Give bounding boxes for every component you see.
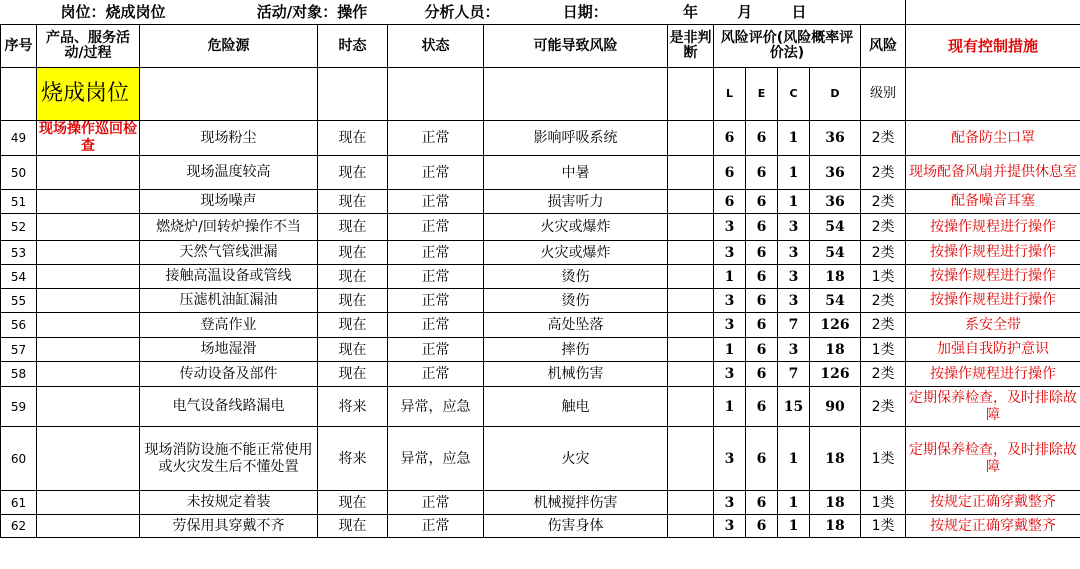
header-eval: 风险评价(风险概率评价法) (714, 25, 861, 68)
l-value: 1 (714, 387, 746, 427)
hazard-cell: 现场粉尘 (140, 121, 318, 156)
c-value: 3 (778, 289, 810, 313)
state-cell: 正常 (388, 491, 484, 515)
hazard-cell: 燃烧炉/回转炉操作不当 (140, 214, 318, 241)
e-value: 6 (746, 313, 778, 338)
l-value: 3 (714, 491, 746, 515)
activity-blank-cell (37, 387, 140, 427)
activity-blank-cell (37, 156, 140, 190)
sub-blank-control (906, 68, 1080, 121)
state-cell: 异常，应急 (388, 387, 484, 427)
tense-cell: 现在 (318, 156, 388, 190)
header-level: 风险 (861, 25, 906, 68)
table-row (1, 214, 1080, 241)
control-cell: 定期保养检查，及时排除故障 (906, 427, 1080, 491)
date-day: 日 (791, 3, 807, 21)
c-value: 3 (778, 265, 810, 289)
level-cell: 1类 (861, 338, 906, 362)
state-cell: 正常 (388, 156, 484, 190)
sub-header-d: D (810, 68, 861, 121)
risk-cell: 伤害身体 (484, 515, 668, 538)
risk-cell: 触电 (484, 387, 668, 427)
risk-cell: 烫伤 (484, 265, 668, 289)
activity-blank-cell (37, 338, 140, 362)
d-value: 126 (810, 313, 861, 338)
d-value: 18 (810, 338, 861, 362)
table-row (1, 241, 1080, 265)
state-cell: 异常，应急 (388, 427, 484, 491)
l-value: 3 (714, 241, 746, 265)
risk-cell: 摔伤 (484, 338, 668, 362)
activity-blank-cell (37, 427, 140, 491)
state-cell: 正常 (388, 313, 484, 338)
e-value: 6 (746, 241, 778, 265)
header-tense: 时态 (318, 25, 388, 68)
sub-blank-seq (1, 68, 37, 121)
post-name-cell: 烧成岗位 (37, 68, 140, 121)
risk-cell: 机械伤害 (484, 362, 668, 387)
control-cell: 配备防尘口罩 (906, 121, 1080, 156)
tense-cell: 现在 (318, 121, 388, 156)
hazard-cell: 现场噪声 (140, 190, 318, 214)
level-cell: 2类 (861, 214, 906, 241)
sub-blank-hazard (140, 68, 318, 121)
activity-blank-cell (37, 190, 140, 214)
activity-blank-cell (37, 289, 140, 313)
e-value: 6 (746, 156, 778, 190)
header-product: 产品、服务活动/过程 (37, 25, 140, 68)
post-label: 岗位：烧成岗位 (60, 3, 166, 21)
judge-cell (668, 156, 714, 190)
e-value: 6 (746, 190, 778, 214)
state-cell: 正常 (388, 265, 484, 289)
l-value: 1 (714, 338, 746, 362)
hazard-cell: 天然气管线泄漏 (140, 241, 318, 265)
l-value: 1 (714, 265, 746, 289)
activity-blank-cell (37, 265, 140, 289)
seq-cell: 62 (1, 515, 37, 538)
header-row (1, 25, 1080, 68)
c-value: 7 (778, 313, 810, 338)
seq-cell: 53 (1, 241, 37, 265)
tense-cell: 现在 (318, 289, 388, 313)
table-row (1, 156, 1080, 190)
control-cell: 按操作规程进行操作 (906, 265, 1080, 289)
control-cell: 定期保养检查，及时排除故障 (906, 387, 1080, 427)
header-hazard: 危险源 (140, 25, 318, 68)
l-value: 6 (714, 121, 746, 156)
judge-cell (668, 515, 714, 538)
level-cell: 2类 (861, 156, 906, 190)
date-label: 日期： (562, 3, 608, 21)
judge-cell (668, 289, 714, 313)
c-value: 3 (778, 338, 810, 362)
judge-cell (668, 491, 714, 515)
l-value: 3 (714, 427, 746, 491)
l-value: 6 (714, 190, 746, 214)
judge-cell (668, 338, 714, 362)
d-value: 36 (810, 121, 861, 156)
hazard-cell: 劳保用具穿戴不齐 (140, 515, 318, 538)
judge-cell (668, 265, 714, 289)
l-value: 3 (714, 214, 746, 241)
table-row (1, 515, 1080, 538)
tense-cell: 现在 (318, 362, 388, 387)
e-value: 6 (746, 491, 778, 515)
level-cell: 1类 (861, 265, 906, 289)
d-value: 18 (810, 491, 861, 515)
c-value: 1 (778, 121, 810, 156)
seq-cell: 54 (1, 265, 37, 289)
control-cell: 按操作规程进行操作 (906, 241, 1080, 265)
date-year: 年 (682, 3, 698, 21)
control-cell: 现场配备风扇并提供休息室 (906, 156, 1080, 190)
title-blank-cell (906, 0, 1080, 25)
e-value: 6 (746, 362, 778, 387)
risk-cell: 火灾 (484, 427, 668, 491)
table-row (1, 121, 1080, 156)
d-value: 36 (810, 156, 861, 190)
level-cell: 1类 (861, 491, 906, 515)
tense-cell: 将来 (318, 427, 388, 491)
sub-header-e: E (746, 68, 778, 121)
judge-cell (668, 121, 714, 156)
activity-blank-cell (37, 214, 140, 241)
d-value: 18 (810, 515, 861, 538)
hazard-cell: 接触高温设备或管线 (140, 265, 318, 289)
hazard-cell: 压滤机油缸漏油 (140, 289, 318, 313)
activity-blank-cell (37, 313, 140, 338)
hazard-cell: 登高作业 (140, 313, 318, 338)
control-cell: 按操作规程进行操作 (906, 214, 1080, 241)
header-seq: 序号 (1, 25, 37, 68)
header-judge: 是非判断 (668, 25, 714, 68)
control-cell: 按操作规程进行操作 (906, 289, 1080, 313)
hazard-cell: 电气设备线路漏电 (140, 387, 318, 427)
seq-cell: 55 (1, 289, 37, 313)
l-value: 6 (714, 156, 746, 190)
tense-cell: 现在 (318, 214, 388, 241)
e-value: 6 (746, 338, 778, 362)
tense-cell: 现在 (318, 190, 388, 214)
header-state: 状态 (388, 25, 484, 68)
seq-cell: 52 (1, 214, 37, 241)
judge-cell (668, 313, 714, 338)
hazard-cell: 场地湿滑 (140, 338, 318, 362)
state-cell: 正常 (388, 214, 484, 241)
risk-cell: 损害听力 (484, 190, 668, 214)
seq-cell: 61 (1, 491, 37, 515)
control-cell: 系安全带 (906, 313, 1080, 338)
sub-blank-risk (484, 68, 668, 121)
hazard-cell: 未按规定着装 (140, 491, 318, 515)
seq-cell: 60 (1, 427, 37, 491)
c-value: 1 (778, 190, 810, 214)
level-cell: 1类 (861, 427, 906, 491)
table-row (1, 491, 1080, 515)
level-cell: 2类 (861, 241, 906, 265)
seq-cell: 49 (1, 121, 37, 156)
d-value: 54 (810, 241, 861, 265)
seq-cell: 50 (1, 156, 37, 190)
state-cell: 正常 (388, 289, 484, 313)
tense-cell: 现在 (318, 313, 388, 338)
table-row (1, 338, 1080, 362)
d-value: 54 (810, 214, 861, 241)
date-month: 月 (737, 3, 753, 21)
risk-cell: 火灾或爆炸 (484, 241, 668, 265)
c-value: 1 (778, 515, 810, 538)
e-value: 6 (746, 265, 778, 289)
title-cell (1, 0, 906, 25)
hazard-cell: 现场消防设施不能正常使用或火灾发生后不懂处置 (140, 427, 318, 491)
d-value: 54 (810, 289, 861, 313)
l-value: 3 (714, 313, 746, 338)
seq-cell: 58 (1, 362, 37, 387)
state-cell: 正常 (388, 362, 484, 387)
sub-header-l: L (714, 68, 746, 121)
table-row (1, 313, 1080, 338)
header-control: 现有控制措施 (906, 25, 1080, 68)
tense-cell: 现在 (318, 338, 388, 362)
sub-header-row (1, 68, 1080, 121)
e-value: 6 (746, 515, 778, 538)
e-value: 6 (746, 214, 778, 241)
level-cell: 2类 (861, 387, 906, 427)
table-row (1, 427, 1080, 491)
table-row (1, 387, 1080, 427)
judge-cell (668, 427, 714, 491)
hazard-cell: 传动设备及部件 (140, 362, 318, 387)
c-value: 1 (778, 427, 810, 491)
activity-label: 活动/对象：操作 (256, 3, 368, 21)
risk-cell: 中暑 (484, 156, 668, 190)
d-value: 18 (810, 265, 861, 289)
c-value: 1 (778, 156, 810, 190)
e-value: 6 (746, 427, 778, 491)
state-cell: 正常 (388, 515, 484, 538)
judge-cell (668, 241, 714, 265)
level-cell: 2类 (861, 190, 906, 214)
control-cell: 按规定正确穿戴整齐 (906, 515, 1080, 538)
seq-cell: 57 (1, 338, 37, 362)
d-value: 18 (810, 427, 861, 491)
activity-blank-cell (37, 491, 140, 515)
table-row (1, 289, 1080, 313)
judge-cell (668, 190, 714, 214)
sub-blank-tense (318, 68, 388, 121)
activity-blank-cell (37, 241, 140, 265)
activity-blank-cell (37, 515, 140, 538)
level-cell: 2类 (861, 362, 906, 387)
l-value: 3 (714, 515, 746, 538)
seq-cell: 56 (1, 313, 37, 338)
c-value: 1 (778, 491, 810, 515)
table-row (1, 265, 1080, 289)
activity-cell: 现场操作巡回检查 (37, 121, 140, 156)
tense-cell: 现在 (318, 241, 388, 265)
tense-cell: 现在 (318, 491, 388, 515)
e-value: 6 (746, 121, 778, 156)
sub-header-c: C (778, 68, 810, 121)
risk-cell: 机械搅拌伤害 (484, 491, 668, 515)
analyst-label: 分析人员： (424, 3, 500, 21)
seq-cell: 59 (1, 387, 37, 427)
c-value: 7 (778, 362, 810, 387)
state-cell: 正常 (388, 338, 484, 362)
judge-cell (668, 362, 714, 387)
state-cell: 正常 (388, 190, 484, 214)
c-value: 3 (778, 241, 810, 265)
level-cell: 1类 (861, 515, 906, 538)
control-cell: 按操作规程进行操作 (906, 362, 1080, 387)
judge-cell (668, 214, 714, 241)
tense-cell: 现在 (318, 265, 388, 289)
l-value: 3 (714, 289, 746, 313)
level-cell: 2类 (861, 121, 906, 156)
control-cell: 配备噪音耳塞 (906, 190, 1080, 214)
header-risk: 可能导致风险 (484, 25, 668, 68)
level-cell: 2类 (861, 289, 906, 313)
l-value: 3 (714, 362, 746, 387)
hazard-cell: 现场温度较高 (140, 156, 318, 190)
risk-cell: 高处坠落 (484, 313, 668, 338)
risk-cell: 火灾或爆炸 (484, 214, 668, 241)
title-row (1, 0, 1080, 25)
c-value: 15 (778, 387, 810, 427)
state-cell: 正常 (388, 241, 484, 265)
tense-cell: 现在 (318, 515, 388, 538)
table-row (1, 190, 1080, 214)
level-cell: 2类 (861, 313, 906, 338)
e-value: 6 (746, 289, 778, 313)
control-cell: 加强自我防护意识 (906, 338, 1080, 362)
control-cell: 按规定正确穿戴整齐 (906, 491, 1080, 515)
state-cell: 正常 (388, 121, 484, 156)
activity-blank-cell (37, 362, 140, 387)
c-value: 3 (778, 214, 810, 241)
sub-blank-state (388, 68, 484, 121)
d-value: 36 (810, 190, 861, 214)
d-value: 90 (810, 387, 861, 427)
d-value: 126 (810, 362, 861, 387)
seq-cell: 51 (1, 190, 37, 214)
tense-cell: 将来 (318, 387, 388, 427)
sub-blank-judge (668, 68, 714, 121)
table-row (1, 362, 1080, 387)
judge-cell (668, 387, 714, 427)
e-value: 6 (746, 387, 778, 427)
risk-cell: 影响呼吸系统 (484, 121, 668, 156)
sub-header-level: 级别 (861, 68, 906, 121)
risk-cell: 烫伤 (484, 289, 668, 313)
